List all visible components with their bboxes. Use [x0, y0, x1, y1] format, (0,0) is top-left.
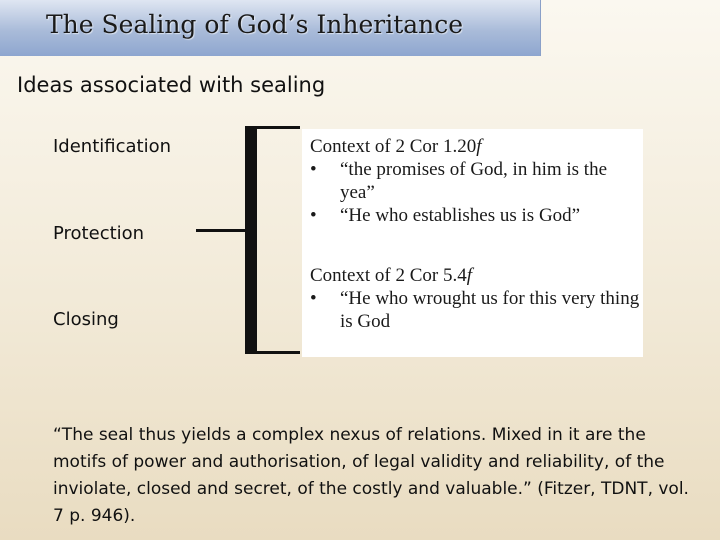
- bullet-text: “He who establishes us is God”: [340, 205, 581, 226]
- bullet-text: “He who wrought us for this very thing is God: [340, 288, 640, 332]
- bracket-top-arm: [245, 126, 300, 129]
- context-2-bullet-1: [310, 287, 640, 333]
- context-heading-2-text: Context of 2 Cor 5.4: [310, 265, 467, 286]
- context-1-bullet-1: [310, 158, 645, 204]
- section-heading: Ideas associated with sealing: [17, 73, 326, 97]
- context-heading-2-suffix: f: [466, 265, 473, 286]
- bullet-glyph: •: [310, 288, 317, 309]
- context-box: [302, 129, 643, 357]
- context-block-1: [310, 135, 660, 227]
- bullet-glyph: •: [310, 159, 317, 180]
- context-heading-1-suffix: f: [476, 136, 482, 157]
- context-heading-1-text: Context of 2 Cor 1.20: [310, 136, 477, 157]
- bracket: [245, 126, 257, 354]
- slide-title: The Sealing of God’s Inheritance: [46, 10, 464, 39]
- context-block-2: [310, 264, 640, 333]
- connector-line: [196, 229, 248, 232]
- bullet-glyph: •: [310, 205, 317, 226]
- bullet-text: “the promises of God, in him is the yea”: [340, 159, 608, 203]
- context-heading-1: [310, 135, 660, 158]
- bracket-bottom-arm: [245, 351, 300, 354]
- context-1-bullet-2: [310, 204, 660, 227]
- fitzer-quote: “The seal thus yields a complex nexus of relations. Mixed in it are the motifs of power and authorisation, of legal validity and reliability, of the inviolate, closed and secret, of the costly and valuable.” (Fitzer, TDNT, vol. 7 p. 946).: [53, 425, 689, 526]
- context-heading-2: [310, 264, 640, 287]
- title-bar: [0, 0, 541, 56]
- idea-protection: Protection: [53, 223, 145, 244]
- idea-identification: Identification: [53, 136, 172, 157]
- idea-closing: Closing: [53, 309, 119, 330]
